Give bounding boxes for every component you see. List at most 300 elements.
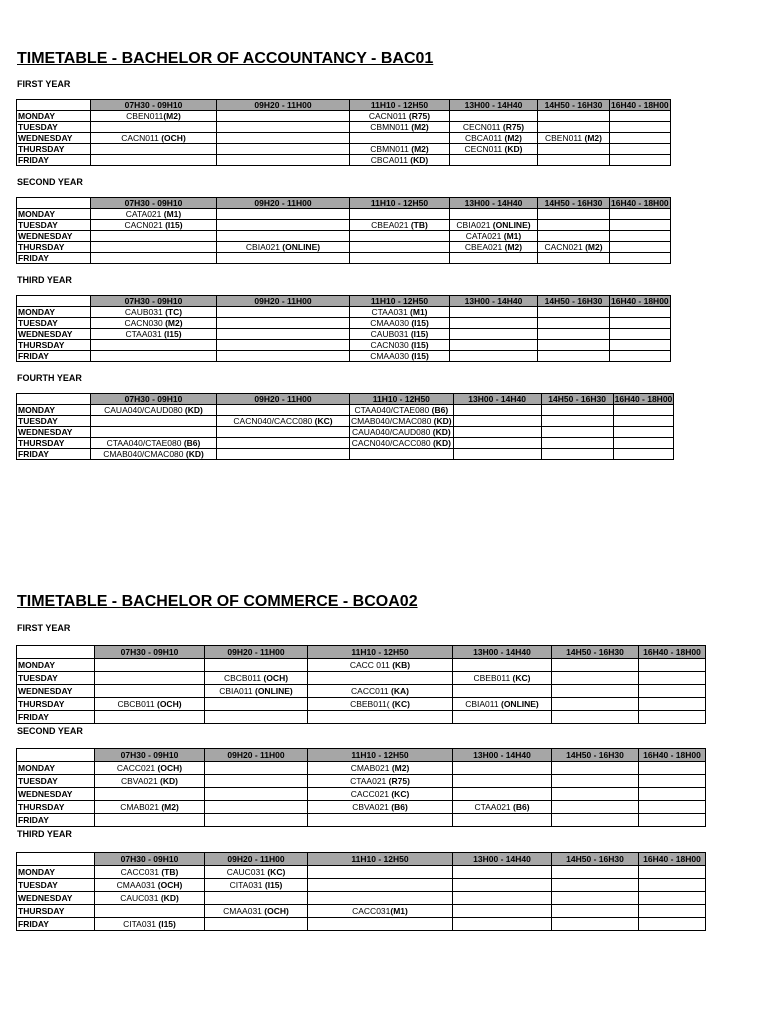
day-label: WEDNESDAY — [17, 427, 91, 438]
timetable-cell — [308, 905, 453, 918]
venue-code: (I15) — [165, 220, 183, 230]
course-code: CTAA031 — [125, 329, 165, 339]
timetable-cell — [95, 879, 205, 892]
timetable-cell — [453, 801, 552, 814]
table-row — [17, 438, 674, 449]
timetable-cell — [610, 351, 671, 362]
venue-code: (TB) — [161, 867, 179, 877]
timetable-cell — [610, 340, 671, 351]
time-slot-header: 16H40 - 18H00 — [611, 296, 669, 306]
venue-code: (M2) — [411, 122, 429, 132]
venue-code: (M2) — [163, 111, 181, 121]
header-row — [17, 853, 706, 866]
course-code: CAUC031 — [226, 867, 268, 877]
timetable-cell — [538, 351, 610, 362]
venue-code: (ONLINE) — [492, 220, 531, 230]
timetable-cell — [95, 918, 205, 931]
timetable-cell — [95, 685, 205, 698]
day-label: THURSDAY — [17, 242, 91, 253]
venue-code: (OCH) — [263, 673, 289, 683]
timetable-cell — [610, 209, 671, 220]
day-label: THURSDAY — [17, 340, 91, 351]
time-slot-header: 14H50 - 16H30 — [538, 296, 610, 307]
venue-code: (ONLINE) — [500, 699, 539, 709]
course-code: CBCA011 — [464, 133, 505, 143]
timetable-cell — [552, 762, 639, 775]
timetable-bac01-second-year — [16, 197, 671, 264]
time-slot-header: 16H40 - 18H00 — [614, 394, 673, 404]
venue-code: (I15) — [158, 919, 176, 929]
table-row — [17, 685, 706, 698]
timetable-cell — [453, 814, 552, 827]
timetable-cell — [308, 879, 453, 892]
course-code: CBVA021 — [352, 802, 392, 812]
timetable-cell — [538, 253, 610, 264]
timetable-cell — [610, 242, 671, 253]
day-label: FRIDAY — [17, 449, 91, 460]
time-slot-header: 14H50 - 16H30 — [541, 394, 613, 405]
table-row — [17, 122, 671, 133]
timetable-cell — [91, 242, 217, 253]
course-code: CECN011 — [462, 122, 503, 132]
venue-code: (M1) — [390, 906, 408, 916]
timetable-cell — [91, 220, 217, 231]
course-code: CACC011 — [351, 686, 392, 696]
timetable-cell — [639, 698, 706, 711]
timetable-cell — [613, 449, 674, 460]
venue-code: (M2) — [504, 133, 522, 143]
venue-code: (ONLINE) — [282, 242, 321, 252]
time-slot-header: 07H30 - 09H10 — [91, 198, 217, 209]
timetable-cell — [450, 133, 538, 144]
table-row — [17, 801, 706, 814]
timetable-cell — [95, 892, 205, 905]
time-slot-header: 13H00 - 14H40 — [450, 100, 538, 111]
timetable-cell — [308, 762, 453, 775]
course-code: CBEA021 — [464, 242, 505, 252]
venue-code: (OCH) — [157, 880, 183, 890]
timetable-cell — [91, 427, 217, 438]
timetable-cell — [91, 340, 217, 351]
timetable-cell — [541, 405, 613, 416]
course-code: CMAB021 — [350, 763, 392, 773]
timetable-cell — [552, 711, 639, 724]
venue-code: (TB) — [410, 220, 428, 230]
timetable-cell — [453, 775, 552, 788]
timetable-cell — [350, 405, 454, 416]
course-code: CBEB011 — [473, 673, 513, 683]
course-code: CAUA040/CAUD080 — [351, 427, 433, 437]
course-code: CBIA021 — [456, 220, 493, 230]
timetable-cell — [552, 866, 639, 879]
timetable-cell — [350, 155, 450, 166]
day-label: FRIDAY — [17, 814, 95, 827]
course-code: CAUB031 — [124, 307, 166, 317]
course-code: CMAB040/CMAC080 — [103, 449, 186, 459]
venue-code: (KC) — [512, 673, 531, 683]
time-slot-header: 07H30 - 09H10 — [91, 296, 217, 307]
timetable-cell — [639, 659, 706, 672]
table-row — [17, 351, 671, 362]
course-code: CACN030 — [124, 318, 166, 328]
venue-code: (M2) — [585, 242, 603, 252]
day-label: TUESDAY — [17, 416, 91, 427]
time-slot-header: 16H40 - 18H00 — [611, 198, 669, 208]
timetable-cell — [95, 788, 205, 801]
timetable-cell — [538, 307, 610, 318]
venue-code: (M2) — [391, 763, 410, 773]
timetable-cell — [639, 775, 706, 788]
course-code: CACN030 — [370, 340, 412, 350]
timetable-cell — [538, 133, 610, 144]
timetable-cell — [552, 685, 639, 698]
timetable-cell — [453, 438, 541, 449]
table-row — [17, 905, 706, 918]
table-row — [17, 318, 671, 329]
time-slot-header: 14H50 - 16H30 — [538, 198, 610, 209]
timetable-cell — [541, 449, 613, 460]
time-slot-header: 09H20 - 11H00 — [205, 853, 308, 866]
time-slot-header: 16H40 - 18H00 — [611, 100, 669, 110]
course-code: CBIA011 — [219, 686, 255, 696]
course-code: CATA021 — [465, 231, 504, 241]
timetable-cell — [95, 762, 205, 775]
table-row — [17, 133, 671, 144]
venue-code: (ONLINE) — [254, 686, 293, 696]
course-code: CBCB011 — [117, 699, 157, 709]
time-slot-header: 09H20 - 11H00 — [217, 198, 350, 209]
timetable-cell — [350, 307, 450, 318]
timetable-cell — [552, 814, 639, 827]
course-code: CACN040/CACC080 — [351, 438, 433, 448]
course-code: CBEA021 — [371, 220, 411, 230]
timetable-cell — [217, 427, 350, 438]
day-label: THURSDAY — [17, 438, 91, 449]
course-code: CECN011 — [464, 144, 505, 154]
timetable-cell — [217, 416, 350, 427]
venue-code: (KD) — [432, 427, 451, 437]
timetable-cell — [639, 879, 706, 892]
timetable-cell — [205, 659, 308, 672]
time-slot-header: 07H30 - 09H10 — [95, 749, 205, 762]
venue-code: (KD) — [433, 416, 452, 426]
timetable-cell — [308, 918, 453, 931]
timetable-cell — [217, 111, 350, 122]
timetable-cell — [308, 814, 453, 827]
timetable-bcoa02-second-year — [16, 748, 706, 827]
timetable-cell — [552, 672, 639, 685]
timetable-cell — [205, 762, 308, 775]
course-code: CTAA021 — [350, 776, 389, 786]
course-code: CTAA021 — [474, 802, 514, 812]
table-row — [17, 209, 671, 220]
timetable-bac01-third-year — [16, 295, 671, 362]
day-label: WEDNESDAY — [17, 685, 95, 698]
timetable-bcoa02-first-year — [16, 645, 706, 724]
timetable-cell — [217, 133, 350, 144]
course-code: CAUA040/CAUD080 — [104, 405, 185, 415]
time-slot-header: 16H40 - 18H00 — [639, 646, 706, 659]
table-row — [17, 762, 706, 775]
day-label: WEDNESDAY — [17, 231, 91, 242]
course-code: CACN021 — [124, 220, 166, 230]
timetable-cell — [541, 416, 613, 427]
venue-code: (KD) — [410, 155, 429, 165]
day-label: FRIDAY — [17, 711, 95, 724]
timetable-cell — [308, 866, 453, 879]
day-label: TUESDAY — [17, 220, 91, 231]
course-code: CMAB021 — [120, 802, 162, 812]
time-slot-header: 11H10 - 12H50 — [308, 749, 453, 762]
timetable-cell — [205, 685, 308, 698]
venue-code: (KB) — [392, 660, 411, 670]
timetable-cell — [552, 879, 639, 892]
timetable-cell — [538, 220, 610, 231]
venue-code: (KD) — [184, 405, 203, 415]
timetable-cell — [639, 814, 706, 827]
timetable-cell — [610, 144, 671, 155]
timetable-cell — [541, 438, 613, 449]
timetable-cell — [308, 698, 453, 711]
course-code: CACN021 — [544, 242, 586, 252]
time-slot-header: 14H50 - 16H30 — [552, 749, 639, 762]
time-slot-header: 07H30 - 09H10 — [95, 853, 205, 866]
venue-code: (I15) — [411, 318, 429, 328]
time-slot-header: 07H30 - 09H10 — [95, 646, 205, 659]
timetable-cell — [450, 329, 538, 340]
timetable-cell — [453, 788, 552, 801]
time-slot-header: 14H50 - 16H30 — [538, 100, 610, 111]
timetable-cell — [308, 711, 453, 724]
timetable-cell — [308, 672, 453, 685]
timetable-cell — [205, 905, 308, 918]
course-code: CTAA031 — [371, 307, 411, 317]
timetable-cell — [95, 814, 205, 827]
venue-code: (KC) — [391, 789, 410, 799]
timetable-cell — [639, 866, 706, 879]
day-label: FRIDAY — [17, 253, 91, 264]
day-label: MONDAY — [17, 866, 95, 879]
course-code: CBEN011 — [126, 111, 164, 121]
timetable-cell — [538, 144, 610, 155]
timetable-cell — [350, 438, 454, 449]
day-label: WEDNESDAY — [17, 892, 95, 905]
timetable-cell — [450, 318, 538, 329]
timetable-cell — [91, 329, 217, 340]
timetable-cell — [205, 788, 308, 801]
course-code: CAUB031 — [370, 329, 411, 339]
timetable-cell — [91, 449, 217, 460]
timetable-cell — [450, 111, 538, 122]
day-label: TUESDAY — [17, 122, 91, 133]
timetable-cell — [450, 220, 538, 231]
day-label: FRIDAY — [17, 918, 95, 931]
venue-code: (TC) — [165, 307, 183, 317]
venue-code: (OCH) — [161, 133, 186, 143]
year-label-second-year: SECOND YEAR — [17, 726, 83, 736]
table-row — [17, 242, 671, 253]
timetable-cell — [613, 438, 674, 449]
timetable-cell — [91, 111, 217, 122]
table-row — [17, 449, 674, 460]
corner-cell — [17, 198, 91, 209]
venue-code: (KD) — [160, 776, 178, 786]
timetable-cell — [552, 659, 639, 672]
timetable-cell — [613, 416, 674, 427]
day-label: FRIDAY — [17, 351, 91, 362]
course-code: CMAA031 — [116, 880, 158, 890]
timetable-cell — [350, 242, 450, 253]
timetable-cell — [217, 318, 350, 329]
time-slot-header: 07H30 - 09H10 — [91, 394, 217, 405]
timetable-cell — [538, 122, 610, 133]
timetable-cell — [552, 788, 639, 801]
timetable-cell — [217, 329, 350, 340]
day-label: THURSDAY — [17, 905, 95, 918]
timetable-cell — [217, 351, 350, 362]
time-slot-header: 13H00 - 14H40 — [453, 394, 541, 405]
course-code: CACN011 — [368, 111, 409, 121]
timetable-cell — [613, 427, 674, 438]
time-slot-header: 14H50 - 16H30 — [552, 853, 639, 866]
course-code: CACC021 — [116, 763, 158, 773]
venue-code: (M2) — [504, 242, 523, 252]
year-label-first-year: FIRST YEAR — [17, 623, 71, 633]
timetable-cell — [91, 209, 217, 220]
corner-cell — [17, 100, 91, 111]
table-row — [17, 918, 706, 931]
day-label: TUESDAY — [17, 775, 95, 788]
timetable-cell — [610, 155, 671, 166]
timetable-cell — [613, 405, 674, 416]
table-row — [17, 427, 674, 438]
time-slot-header: 09H20 - 11H00 — [217, 100, 350, 111]
timetable-cell — [610, 318, 671, 329]
time-slot-header: 11H10 - 12H50 — [350, 198, 450, 209]
timetable-cell — [453, 672, 552, 685]
timetable-cell — [453, 685, 552, 698]
timetable-cell — [217, 307, 350, 318]
page-title-bac01: TIMETABLE - BACHELOR OF ACCOUNTANCY - BAC01 — [17, 50, 434, 67]
timetable-cell — [538, 111, 610, 122]
table-row — [17, 405, 674, 416]
timetable-cell — [610, 329, 671, 340]
header-row — [17, 749, 706, 762]
course-code: CBEB011( — [350, 699, 392, 709]
course-code: CTAA040/CTAE080 — [354, 405, 432, 415]
time-slot-header: 13H00 - 14H40 — [453, 749, 552, 762]
venue-code: (OCH) — [156, 699, 182, 709]
timetable-cell — [205, 866, 308, 879]
table-row — [17, 307, 671, 318]
header-row — [17, 198, 671, 209]
timetable-cell — [95, 672, 205, 685]
venue-code: (OCH) — [264, 906, 289, 916]
day-label: TUESDAY — [17, 879, 95, 892]
timetable-cell — [610, 253, 671, 264]
header-row — [17, 646, 706, 659]
year-label-second-year: SECOND YEAR — [17, 177, 83, 187]
timetable-cell — [450, 307, 538, 318]
timetable-cell — [350, 416, 454, 427]
timetable-cell — [639, 711, 706, 724]
timetable-cell — [91, 438, 217, 449]
table-row — [17, 672, 706, 685]
timetable-cell — [217, 438, 350, 449]
corner-cell — [17, 749, 95, 762]
timetable-cell — [217, 253, 350, 264]
timetable-cell — [350, 318, 450, 329]
timetable-cell — [450, 209, 538, 220]
course-code: CACC031 — [352, 906, 391, 916]
time-slot-header: 13H00 - 14H40 — [450, 198, 538, 209]
time-slot-header: 14H50 - 16H30 — [552, 646, 639, 659]
venue-code: (M1) — [410, 307, 428, 317]
timetable-cell — [639, 801, 706, 814]
day-label: THURSDAY — [17, 801, 95, 814]
year-label-fourth-year: FOURTH YEAR — [17, 373, 82, 383]
venue-code: (OCH) — [157, 763, 183, 773]
timetable-cell — [538, 340, 610, 351]
venue-code: (KC) — [267, 867, 286, 877]
timetable-cell — [205, 698, 308, 711]
timetable-cell — [538, 155, 610, 166]
timetable-cell — [538, 231, 610, 242]
timetable-cell — [205, 711, 308, 724]
time-slot-header: 11H10 - 12H50 — [350, 100, 450, 111]
timetable-bac01-first-year — [16, 99, 671, 166]
table-row — [17, 340, 671, 351]
corner-cell — [17, 394, 91, 405]
time-slot-header: 11H10 - 12H50 — [308, 646, 453, 659]
year-label-third-year: THIRD YEAR — [17, 275, 72, 285]
venue-code: (I15) — [411, 340, 429, 350]
course-code: CBEN011 — [544, 133, 585, 143]
timetable-cell — [308, 685, 453, 698]
timetable-cell — [91, 253, 217, 264]
table-row — [17, 220, 671, 231]
course-code: CATA021 — [125, 209, 164, 219]
header-row — [17, 394, 674, 405]
timetable-cell — [91, 122, 217, 133]
timetable-cell — [350, 427, 454, 438]
timetable-cell — [450, 155, 538, 166]
timetable-cell — [552, 905, 639, 918]
timetable-cell — [453, 892, 552, 905]
day-label: THURSDAY — [17, 144, 91, 155]
timetable-cell — [91, 155, 217, 166]
header-row — [17, 296, 671, 307]
course-code: CAUC031 — [120, 893, 161, 903]
day-label: MONDAY — [17, 659, 95, 672]
timetable-cell — [453, 879, 552, 892]
timetable-bcoa02-third-year — [16, 852, 706, 931]
timetable-cell — [95, 698, 205, 711]
timetable-cell — [308, 775, 453, 788]
timetable-cell — [95, 659, 205, 672]
timetable-cell — [639, 788, 706, 801]
timetable-cell — [453, 762, 552, 775]
timetable-cell — [538, 329, 610, 340]
time-slot-header: 07H30 - 09H10 — [91, 100, 217, 111]
timetable-cell — [350, 144, 450, 155]
year-label-third-year: THIRD YEAR — [17, 829, 72, 839]
timetable-cell — [350, 122, 450, 133]
timetable-cell — [453, 866, 552, 879]
table-row — [17, 775, 706, 788]
table-row — [17, 253, 671, 264]
timetable-cell — [95, 711, 205, 724]
